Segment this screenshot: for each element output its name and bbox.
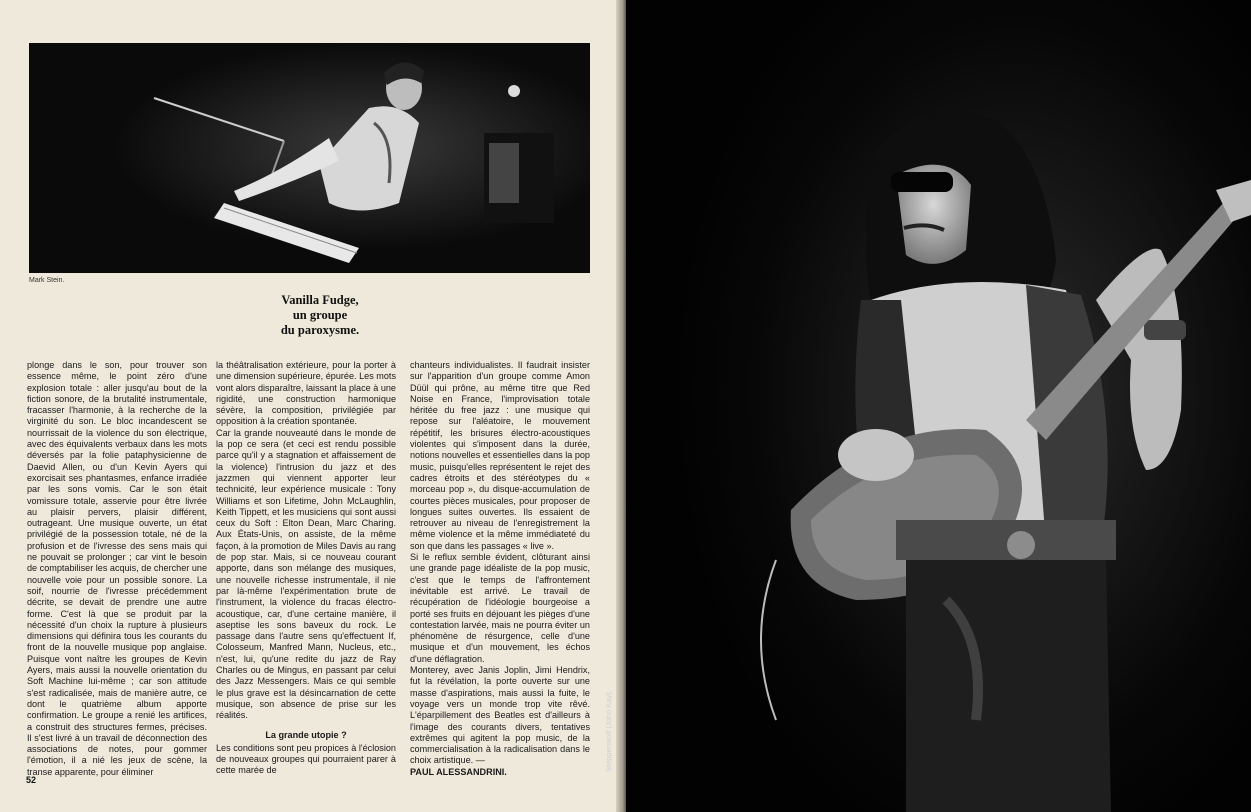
- paragraph: la théâtralisation extérieure, pour la porter à une dimension supérieure, épurée. Les mots vont alors disparaître, laissant la place à une rigidité, une construction harmonique sévère, la composition, privilégiée par opposition à la création spontanée.: [216, 360, 396, 427]
- headline-line-3: du paroxysme.: [280, 323, 360, 337]
- paragraph: Les conditions sont peu propices à l'éclosion de nouveaux groupes qui pourraient parer à cette marée de: [216, 742, 396, 776]
- paragraph: Car la grande nouveauté dans le monde de la pop ce sera (et ceci est rendu possible parce qu'il y a stagnation et affaissement de la violence) l'intrusion du jazz et des jazzmen qui viennent apporter leur technicité, leur expérience musicale : Tony Williams et son Lifetime, John McLaughlin, Keith Tippett, et les musiciens qui sont aussi ceux du Soft : Elton Dean, Marc Charing. Aux États-Unis, on assiste, de la même façon, à la promotion de Miles Davis au rang de pop star. Mais, si ce nouveau courant apporte, dans son mélange des musiques, une nouvelle richesse instrumentale, il nie par là-même l'expérimentation brute de l'instrument, la violence du fracas électro-acoustique, car, d'une certaine manière, il aseptise les sons baveux du rock. Le passage dans l'autre sens qu'effectuent If, Colosseum, Manfred Mann, Nucleus, etc., n'est, lui, qu'une redite du jazz de Ray Charles ou de Mingus, en passant par celui des Jazz Messengers. Mais ce qui semble le plus grave est la désincarnation de cette musique, son absence de prise sur les réalités.: [216, 427, 396, 721]
- paragraph: Si le reflux semble évident, clôturant ainsi une grande page idéaliste de la pop music, c'est que le temps de l'affrontement inévitable est arrivé. Le travail de récupération de l'idéologie bourgeoise a porté ses fruits en déjouant les pièges d'une contestation larvée, mais ne pourra éviter un phénomène de résurgence, celle d'une musique et d'un mouvement, les échos d'une déflagration.: [410, 552, 590, 664]
- author-signature: PAUL ALESSANDRINI.: [410, 766, 507, 777]
- paragraph: plonge dans le son, pour trouver son essence même, le point zéro d'une explosion totale : aller jusqu'au bout de la fiction sonore, de la brutalité instrumentale, fracasser l'harmonie, à la recherche de la virginité du son. Le bloc incandescent se nourrissait de la violence du son électrique, avec des équivalents verbaux dans les mots déversés par la folie pataphysicienne de Daevid Allen, ou d'un Kevin Ayers qui exorcisait ses phantasmes, enfance irradiée par les sons vomis. Car le son était vomissure totale, asservie pour être livrée au plaisir pervers, plaisir différent, outrageant. Une musique ouverte, un état privilégié de la possession totale, né de la profusion et de l'ivresse des sens mais qui ne pouvait se prolonger ; car vint le besoin de comptabiliser les acquis, de chercher une nouvelle voie pour un possible sonore. La soif, nourrie de l'ivresse précédemment décrite, se devait de prendre une autre forme. C'est là que se produit par la nécessité d'un choix la rupture à plusieurs dimensions qui définira tous les courants du front de la nouvelle musique pop anglaise. Puisque vont naître les groupes de Kevin Ayers, mais aussi la nouvelle orientation du Soft Machine lui-même ; car son attitude s'est radicalisée, mais de manière autre, ce dont le quatrième album apporte confirmation. Le groupe a renié les artifices, a construit des structures fermes, précises. Il s'est livré à un travail de déconnection des associations de notes, pour gommer l'émotion, il a nié les jeux de scène, la transe apparente, pour éliminer: [27, 360, 207, 777]
- page-number: 52: [26, 775, 37, 785]
- article-column-2: [216, 360, 396, 777]
- headline-line-1: Vanilla Fudge,: [281, 293, 359, 307]
- photo-guitarist-illustration: [626, 0, 1251, 812]
- photo-mark-stein: [29, 43, 590, 273]
- headline-line-2: un groupe: [292, 308, 348, 322]
- section-subhead: La grande utopie ?: [265, 729, 347, 740]
- photo-caption: Mark Stein.: [29, 277, 65, 284]
- paragraph: chanteurs individualistes. Il faudrait insister sur l'apparition d'un groupe comme Amon Düül qui prône, au même titre que Red Noise en France, l'improvisation totale héritée du free jazz : une musique qui repose sur l'aléatoire, le mouvement répétitif, les brisures électro-acoustiques violentes qui s'imposent dans la durée, notions nouvelles et essentielles dans la pop music, puisqu'elles représentent le rejet des cadres étroits et des stéréotypes du « morceau pop », du disque-accumulation de courtes pièces musicales, pour proposer de longues suites ouvertes. Ils essaient de retrouver au niveau de l'enregistrement la même violence et la même immédiateté du son que dans les passages « live ».: [410, 360, 590, 551]
- right-page: [626, 0, 1251, 812]
- article-column-3: [410, 360, 590, 778]
- article-headline: [250, 293, 390, 338]
- article-column-1: [27, 360, 207, 778]
- paragraph: Monterey, avec Janis Joplin, Jimi Hendrix, fut la révélation, la porte ouverte sur une masse d'aspirations, mais aussi la fuite, le voyage vers un monde trop vite rêvé. L'éparpillement des Beatles est d'ailleurs à l'image des courants divers, tentatives extrêmes qui agitent la pop music, de la commercialisation à la radicalisation dans le choix artistique. —: [410, 665, 590, 766]
- photo-organist-illustration: [29, 43, 590, 273]
- photo-credit: Steppenwolf (John Kay).: [604, 690, 613, 772]
